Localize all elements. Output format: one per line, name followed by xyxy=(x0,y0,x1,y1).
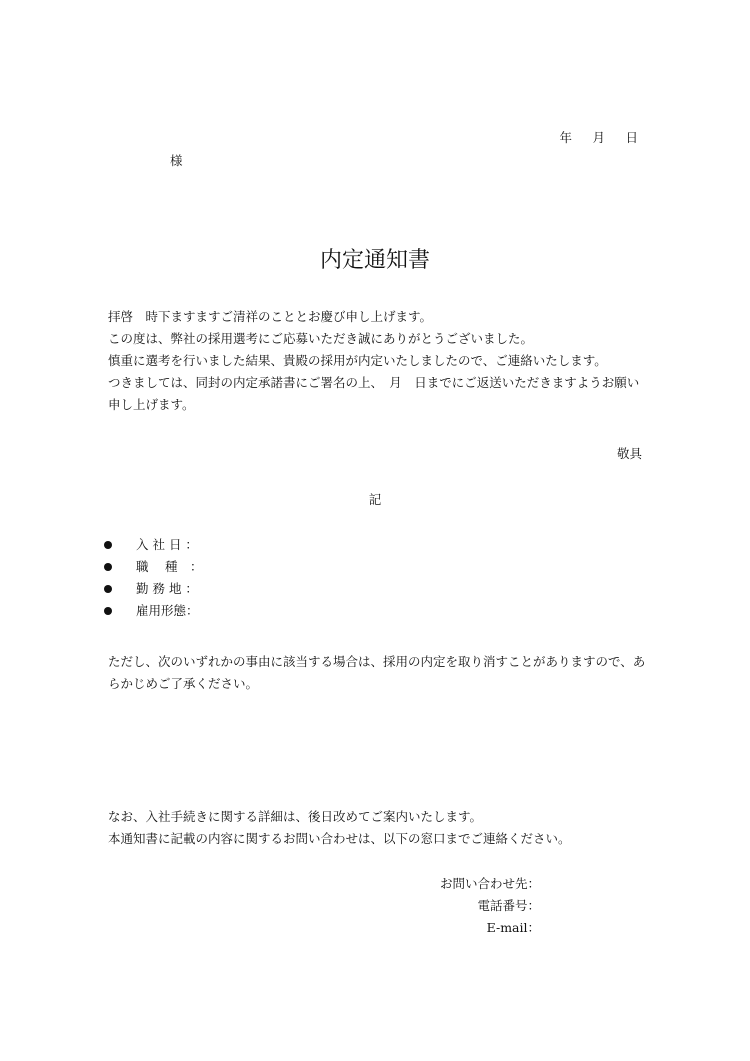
closing-paragraph xyxy=(108,806,571,850)
ki-heading: 記 xyxy=(368,492,382,507)
body-line: この度は、弊社の採用選考にご応募いただき誠にありがとうございました。 xyxy=(108,331,534,346)
bullet-icon xyxy=(104,541,112,549)
closing-word: 敬具 xyxy=(616,446,642,461)
revocation-note xyxy=(108,651,645,695)
contact-email-label: E-mail： xyxy=(486,920,540,935)
closing-line: 本通知書に記載の内容に関するお問い合わせは、以下の窓口までご連絡ください。 xyxy=(108,831,571,846)
body-line: 申し上げます。 xyxy=(108,397,195,412)
note-line: ただし、次のいずれかの事由に該当する場合は、採用の内定を取り消すことがありますので、あ xyxy=(108,654,646,669)
item-label-start-date: 入 社 日 ： xyxy=(136,537,198,552)
item-label-job-type: 職 種 ： xyxy=(136,559,203,574)
contact-inquiry-label: お問い合わせ先： xyxy=(439,876,540,891)
bullet-icon xyxy=(104,607,112,615)
body-line: つきましては、同封の内定承諾書にご署名の上、 月 日までにご返送いただきますようお願い xyxy=(108,375,640,390)
closing-line: なお、入社手続きに関する詳細は、後日改めてご案内いたします。 xyxy=(108,809,483,824)
addressee-suffix: 様 xyxy=(170,153,183,168)
item-label-employment-type: 雇用形態： xyxy=(136,603,199,618)
bullet-icon xyxy=(104,585,112,593)
body-line: 拝啓 時下ますますご清祥のこととお慶び申し上げます。 xyxy=(108,309,433,324)
contact-block xyxy=(440,873,540,939)
contact-phone-label: 電話番号： xyxy=(477,898,540,913)
document-title: 内定通知書 xyxy=(319,248,430,273)
bullet-icon xyxy=(104,563,112,571)
letter-body xyxy=(108,306,639,416)
body-line: 慎重に選考を行いました結果、貴殿の採用が内定いたしましたので、ご連絡いたします。 xyxy=(108,353,607,368)
date-line: 年 月 日 xyxy=(559,130,642,145)
note-line: らかじめご了承ください。 xyxy=(108,676,259,691)
item-label-workplace: 勤 務 地 ： xyxy=(136,581,198,596)
